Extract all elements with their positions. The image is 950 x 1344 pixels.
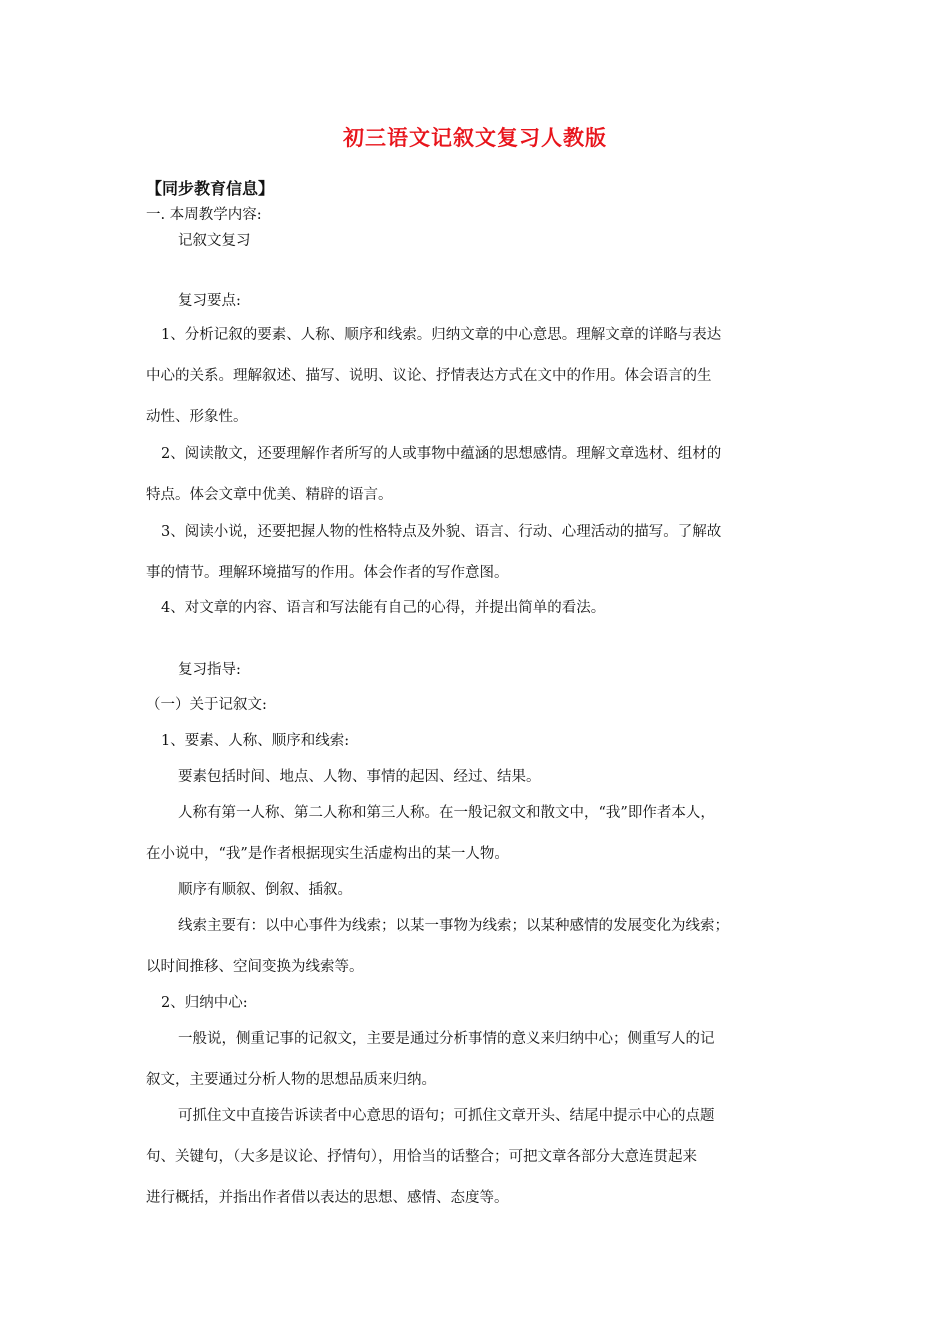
subheading-review-points: 复习要点: [178,293,241,309]
paragraph-line: 句、关键句，（大多是议论、抒情句），用恰当的话整合；可把文章各部分大意连贯起来 [146,1149,697,1165]
paragraph-line: 在小说中，“我”是作者根据现实生活虚构出的某一人物。 [146,846,509,862]
paragraph-line: 以时间推移、空间变换为线索等。 [146,959,364,975]
paragraph-line: 4、对文章的内容、语言和写法能有自己的心得，并提出简单的看法。 [161,600,606,616]
paragraph-line: 中心的关系。理解叙述、描写、说明、议论、抒情表达方式在文中的作用。体会语言的生 [146,368,712,384]
section-label: （一）关于记叙文: [146,697,267,713]
subheading-review-guide: 复习指导: [178,662,241,678]
paragraph-line: 3、阅读小说，还要把握人物的性格特点及外貌、语言、行动、心理活动的描写。了解故 [161,524,722,540]
paragraph-line: 要素包括时间、地点、人物、事情的起因、经过、结果。 [178,769,541,785]
paragraph-line: 事的情节。理解环境描写的作用。体会作者的写作意图。 [146,565,509,581]
paragraph-line: 人称有第一人称、第二人称和第三人称。在一般记叙文和散文中，“我”即作者本人， [178,805,715,821]
paragraph-line: 顺序有顺叙、倒叙、插叙。 [178,882,352,898]
paragraph-line: 叙文，主要通过分析人物的思想品质来归纳。 [146,1072,436,1088]
outline-item-1: 一. 本周教学内容: [146,207,262,223]
topic-line: 记叙文复习 [178,233,251,249]
paragraph-line: 进行概括，并指出作者借以表达的思想、感情、态度等。 [146,1190,509,1206]
document-title: 初三语文记叙文复习人教版 [343,126,607,150]
numbered-item: 1、要素、人称、顺序和线索: [161,733,350,749]
paragraph-line: 动性、形象性。 [146,409,248,425]
paragraph-line: 2、阅读散文，还要理解作者所写的人或事物中蕴涵的思想感情。理解文章选材、组材的 [161,446,722,462]
paragraph-line: 一般说，侧重记事的记叙文，主要是通过分析事情的意义来归纳中心；侧重写人的记 [178,1031,715,1047]
section-heading: 【同步教育信息】 [146,179,275,198]
paragraph-line: 可抓住文中直接告诉读者中心意思的语句；可抓住文章开头、结尾中提示中心的点题 [178,1108,715,1124]
paragraph-line: 特点。体会文章中优美、精辟的语言。 [146,487,393,503]
paragraph-line: 线索主要有：以中心事件为线索；以某一事物为线索；以某种感情的发展变化为线索； [178,918,729,934]
numbered-item: 2、归纳中心: [161,995,248,1011]
paragraph-line: 1、分析记叙的要素、人称、顺序和线索。归纳文章的中心意思。理解文章的详略与表达 [161,327,722,343]
